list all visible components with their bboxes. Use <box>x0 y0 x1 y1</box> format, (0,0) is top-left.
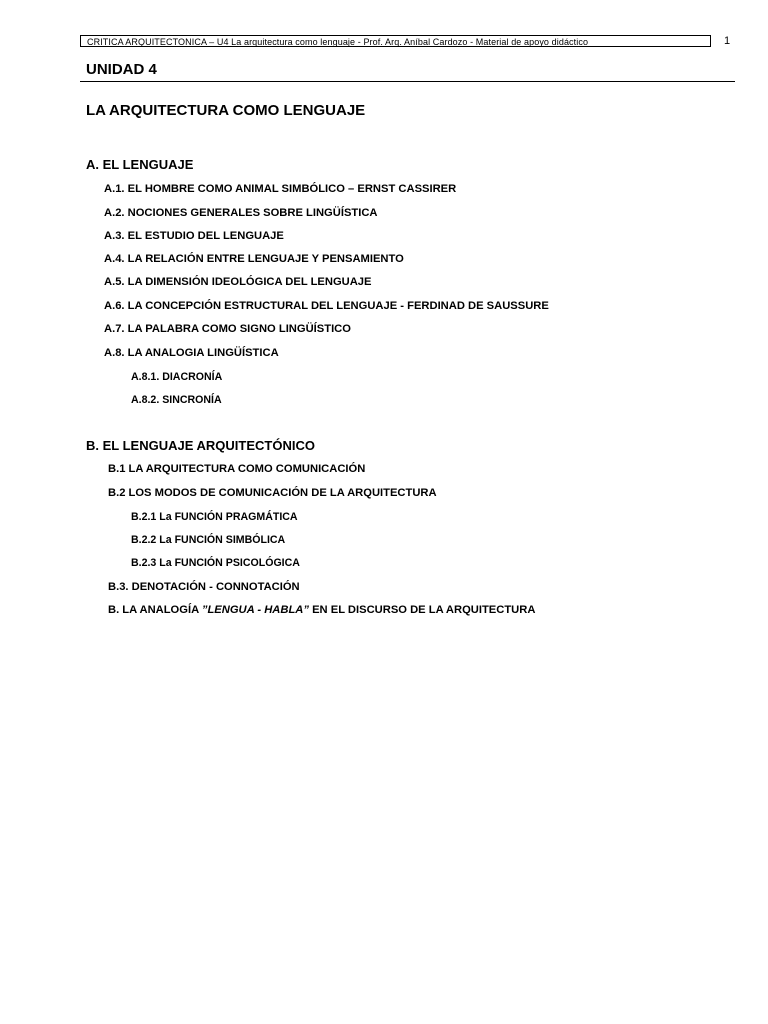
section-a-item-4: A.4. LA RELACIÓN ENTRE LENGUAJE Y PENSAMIENTO <box>104 253 404 265</box>
last-item-suffix: EN EL DISCURSO DE LA ARQUITECTURA <box>308 604 536 616</box>
section-a-item-6: A.6. LA CONCEPCIÓN ESTRUCTURAL DEL LENGUAJE - FERDINAD DE SAUSSURE <box>104 300 549 312</box>
unit-divider <box>80 81 735 82</box>
page-number: 1 <box>724 35 731 47</box>
last-item-habla: HABLA <box>264 604 304 616</box>
section-a-item-1: A.1. EL HOMBRE COMO ANIMAL SIMBÓLICO – ERNST CASSIRER <box>104 183 457 195</box>
section-a-subitem-2: A.8.2. SINCRONÍA <box>131 394 222 406</box>
section-a-subitem-1: A.8.1. DIACRONÍA <box>131 371 223 383</box>
section-a-item-5: A.5. LA DIMENSIÓN IDEOLÓGICA DEL LENGUAJE <box>104 276 372 288</box>
section-a-item-3: A.3. EL ESTUDIO DEL LENGUAJE <box>104 230 284 242</box>
section-b-subitem-2: B.2.2 La FUNCIÓN SIMBÓLICA <box>131 534 286 546</box>
section-b-heading: B. EL LENGUAJE ARQUITECTÓNICO <box>86 438 315 453</box>
unit-title: UNIDAD 4 <box>86 61 157 78</box>
last-item-quote-open: ” <box>201 604 208 616</box>
section-b-subitem-1: B.2.1 La FUNCIÓN PRAGMÁTICA <box>131 511 298 523</box>
section-a-item-7: A.7. LA PALABRA COMO SIGNO LINGÜÍSTICO <box>104 323 351 335</box>
running-header: CRITICA ARQUITECTONICA – U4 La arquitectura como lenguaje - Prof. Arq. Aníbal Cardozo - Material de apoyo didáctico <box>80 35 711 47</box>
section-a-heading: A. EL LENGUAJE <box>86 157 194 172</box>
last-item-prefix: B. LA ANALOGÍA <box>108 604 202 616</box>
section-b-last-item <box>108 604 535 616</box>
last-item-lengua: LENGUA <box>207 604 255 616</box>
section-b-item-1: B.1 LA ARQUITECTURA COMO COMUNICACIÓN <box>108 463 366 475</box>
last-item-dash: - <box>254 604 265 616</box>
last-item-quote-close: ” <box>303 604 309 616</box>
section-a-item-8: A.8. LA ANALOGIA LINGÜÍSTICA <box>104 347 279 359</box>
document-title: LA ARQUITECTURA COMO LENGUAJE <box>86 102 366 119</box>
section-b-item-3: B.3. DENOTACIÓN - CONNOTACIÓN <box>108 581 300 593</box>
section-b-item-2: B.2 LOS MODOS DE COMUNICACIÓN DE LA ARQUITECTURA <box>108 487 437 499</box>
section-b-subitem-3: B.2.3 La FUNCIÓN PSICOLÓGICA <box>131 557 300 569</box>
section-a-item-2: A.2. NOCIONES GENERALES SOBRE LINGÜÍSTICA <box>104 207 378 219</box>
